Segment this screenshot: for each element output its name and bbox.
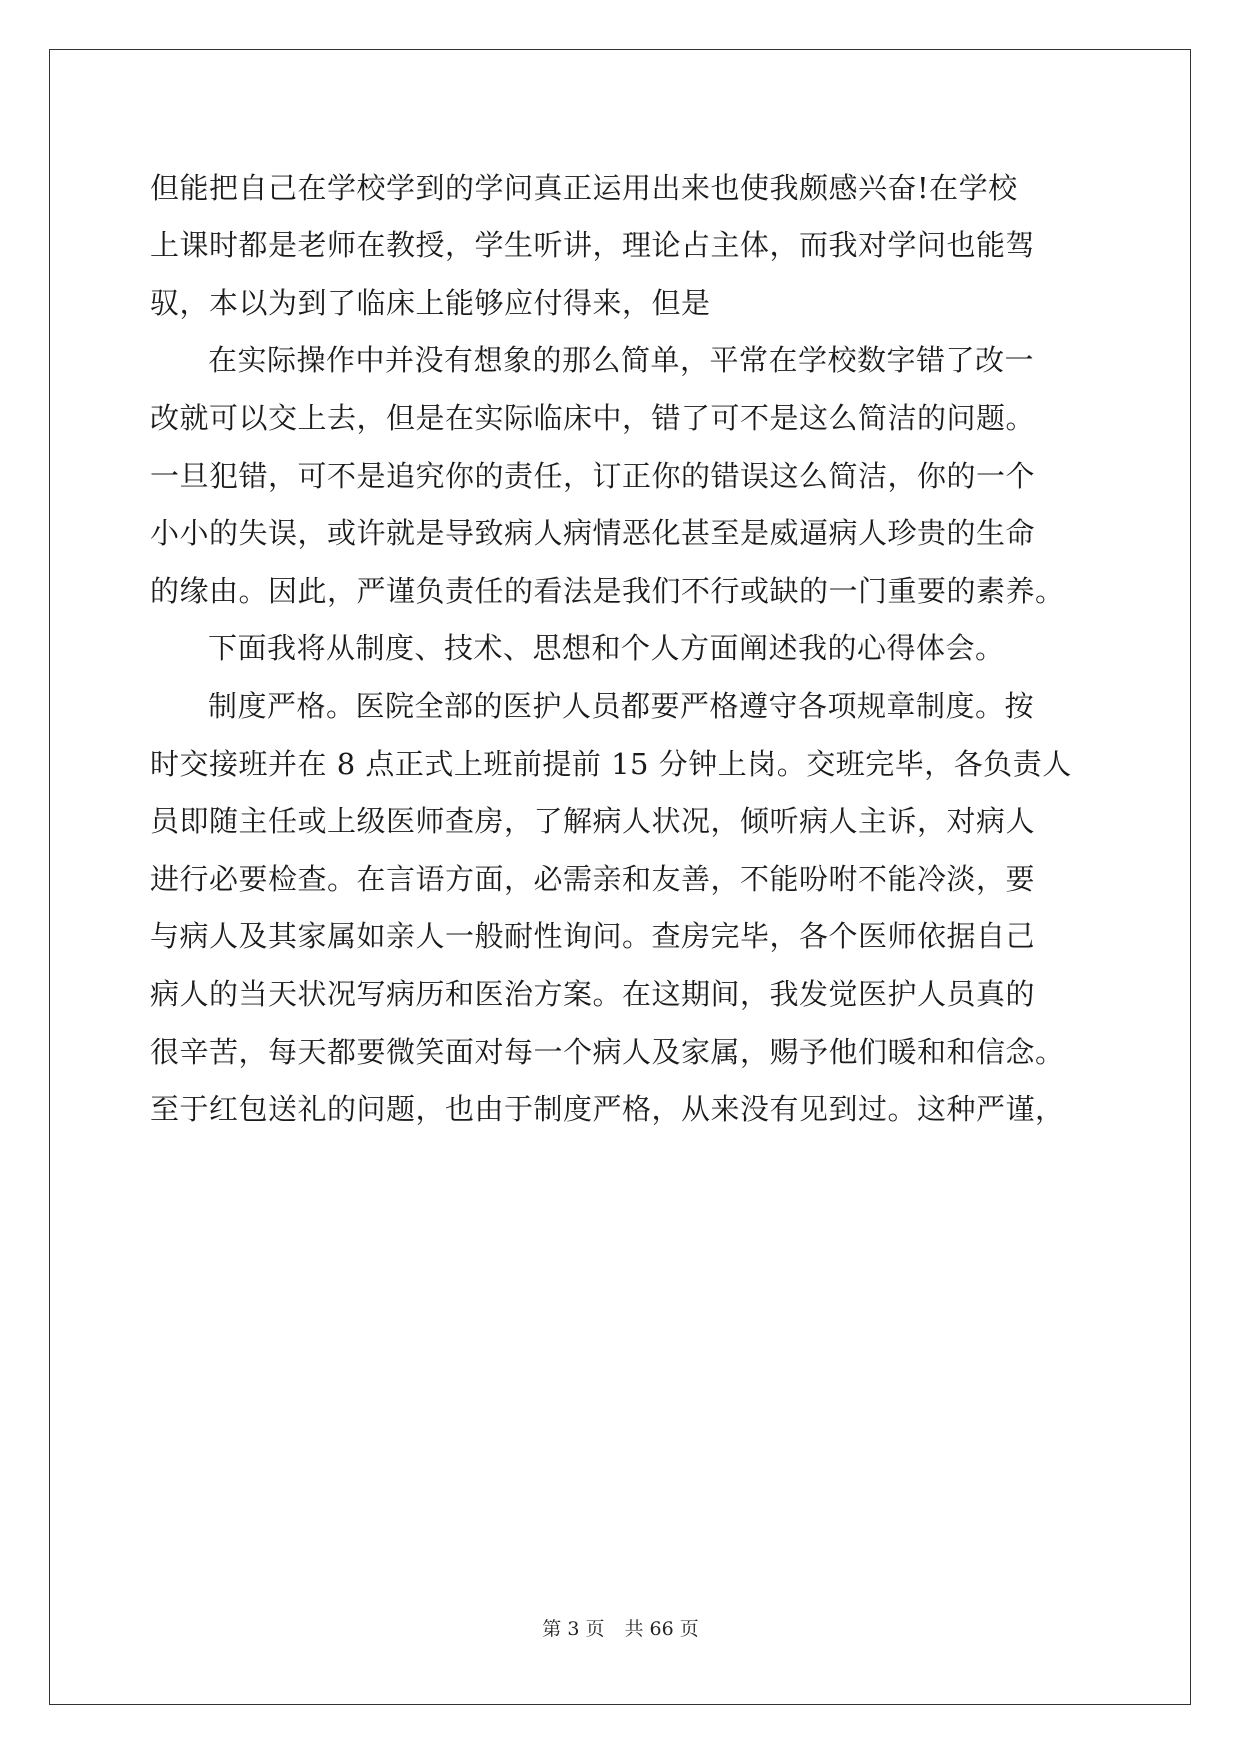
text-line: 员即随主任或上级医师查房，了解病人状况，倾听病人主诉，对病人 — [150, 804, 1036, 838]
paragraph-first-line: 制度严格。医院全部的医护人员都要严格遵守各项规章制度。按 — [208, 689, 1035, 723]
text-line: 至于红包送礼的问题，也由于制度严格，从来没有见到过。这种严谨， — [150, 1092, 1065, 1126]
paragraph-first-line: 下面我将从制度、技术、思想和个人方面阐述我的心得体会。 — [208, 631, 1005, 665]
text-line: 但能把自己在学校学到的学问真正运用出来也使我颇感兴奋!在学校 — [150, 171, 1018, 205]
text-line: 上课时都是老师在教授，学生听讲，理论占主体，而我对学问也能驾 — [150, 228, 1036, 262]
paragraph-first-line: 在实际操作中并没有想象的那么简单，平常在学校数字错了改一 — [208, 343, 1035, 377]
page-footer — [0, 1614, 1241, 1641]
page-total: 共 66 页 — [624, 1618, 699, 1640]
text-line: 驭，本以为到了临床上能够应付得来，但是 — [150, 286, 711, 320]
text-line: 很辛苦，每天都要微笑面对每一个病人及家属，赐予他们暖和和信念。 — [150, 1035, 1065, 1069]
text-line: 进行必要检查。在言语方面，必需亲和友善，不能吩咐不能冷淡，要 — [150, 862, 1036, 896]
text-line: 与病人及其家属如亲人一般耐性询问。查房完毕，各个医师依据自己 — [150, 919, 1036, 953]
text-line: 的缘由。因此，严谨负责任的看法是我们不行或缺的一门重要的素养。 — [150, 574, 1065, 608]
text-line: 病人的当天状况写病历和医治方案。在这期间，我发觉医护人员真的 — [150, 977, 1036, 1011]
text-line: 小小的失误，或许就是导致病人病情恶化甚至是威逼病人珍贵的生命 — [150, 516, 1036, 550]
text-line: 时交接班并在 8 点正式上班前提前 15 分钟上岗。交班完毕，各负责人 — [150, 747, 1072, 781]
text-line: 改就可以交上去，但是在实际临床中，错了可不是这么简洁的问题。 — [150, 401, 1036, 435]
page-number: 第 3 页 — [542, 1618, 605, 1640]
text-line: 一旦犯错，可不是追究你的责任，订正你的错误这么简洁，你的一个 — [150, 459, 1036, 493]
